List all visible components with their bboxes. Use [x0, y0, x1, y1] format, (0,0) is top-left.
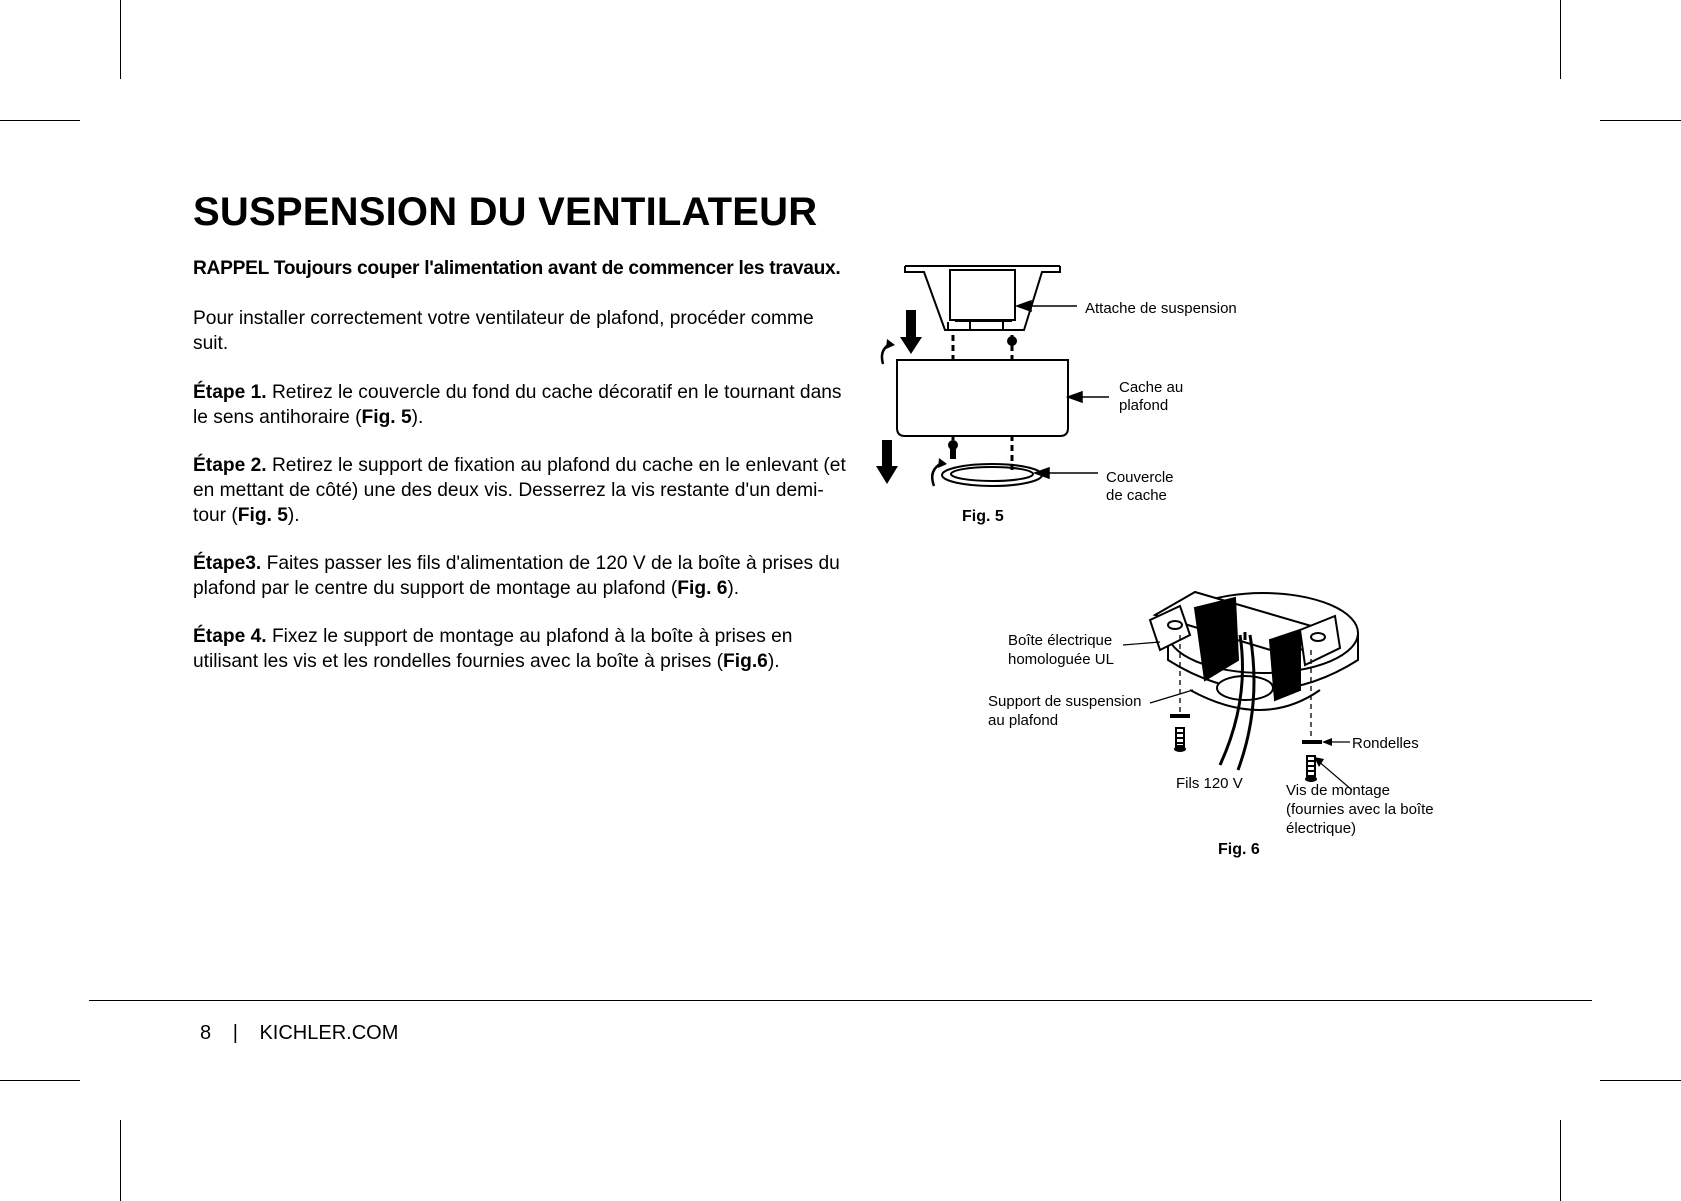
- wires-label: Fils 120 V: [1176, 775, 1243, 792]
- crop-mark: [0, 120, 80, 121]
- figure-reference: Fig. 6: [677, 578, 728, 599]
- step-text-end: ).: [767, 651, 780, 672]
- mounting-bracket-illustration: [1150, 592, 1340, 700]
- step-1: [193, 380, 843, 430]
- reminder-label: RAPPEL: [193, 258, 269, 279]
- step-3: [193, 551, 858, 601]
- crop-mark: [120, 0, 121, 79]
- screws-label-line2: (fournies avec la boîte: [1286, 801, 1434, 818]
- box-label-line2: homologuée UL: [1008, 651, 1114, 668]
- canopy-illustration: [897, 360, 1068, 436]
- site-name: KICHLER.COM: [259, 1022, 399, 1044]
- cover-label-line1: Couvercle: [1106, 469, 1174, 486]
- crop-mark: [1600, 1080, 1681, 1081]
- figure-5-diagram: [870, 255, 1260, 535]
- intro-paragraph: Pour installer correctement votre ventilateur de plafond, procéder comme suit.: [193, 308, 814, 354]
- screw-icon: [1176, 728, 1315, 776]
- step-label: Étape 1.: [193, 382, 267, 403]
- figure-reference: Fig. 5: [237, 505, 288, 526]
- footer: [200, 1021, 398, 1045]
- page-title: SUSPENSION DU VENTILATEUR: [193, 190, 818, 234]
- figure-5-caption: Fig. 5: [962, 508, 1004, 525]
- crop-mark: [1560, 0, 1561, 79]
- crop-mark: [1560, 1120, 1561, 1201]
- crop-mark: [0, 1080, 80, 1081]
- step-label: Étape 2.: [193, 455, 267, 476]
- figure-6-diagram: [980, 580, 1460, 860]
- screws-label-line1: Vis de montage: [1286, 782, 1390, 799]
- step-text: Faites passer les fils d'alimentation de 120 V de la boîte à prises du plafond par le centre du support de montage au plafond (: [193, 553, 840, 599]
- step-2: [193, 453, 848, 528]
- cover-label-line2: de cache: [1106, 487, 1167, 504]
- reminder: [193, 256, 853, 281]
- page-number: 8: [200, 1022, 212, 1044]
- bracket-label-line1: Support de suspension: [988, 693, 1142, 710]
- step-text-end: ).: [411, 407, 424, 428]
- step-label: Étape 4.: [193, 626, 267, 647]
- box-label-line1: Boîte électrique: [1008, 632, 1113, 649]
- figure-6: [980, 580, 1460, 860]
- footer-separator: |: [232, 1022, 238, 1044]
- reminder-text: Toujours couper l'alimentation avant de commencer les travaux.: [273, 258, 841, 279]
- hanger-label: Attache de suspension: [1085, 300, 1237, 317]
- step-text: Retirez le couvercle du fond du cache décoratif en le tournant dans le sens antihoraire (: [193, 382, 842, 428]
- hanger-bracket-illustration: [905, 266, 1060, 330]
- step-text: Fixez le support de montage au plafond à la boîte à prises en utilisant les vis et les rondelles fournies avec la boîte à prises (: [193, 626, 793, 672]
- step-text: Retirez le support de fixation au plafond du cache en le enlevant (et en mettant de côté) une des deux vis. Desserrez la vis restante d'un demi-tour (: [193, 455, 846, 526]
- step-text-end: ).: [727, 578, 740, 599]
- step-label: Étape3.: [193, 553, 262, 574]
- crop-mark: [120, 1120, 121, 1201]
- crop-mark: [1600, 120, 1681, 121]
- step-4: [193, 624, 843, 674]
- figure-6-caption: Fig. 6: [1218, 841, 1260, 858]
- canopy-label-line1: Cache au: [1119, 379, 1184, 396]
- canopy-label-line2: plafond: [1119, 397, 1169, 414]
- canopy-cover-illustration: [942, 464, 1042, 486]
- washers-label: Rondelles: [1352, 735, 1419, 752]
- figure-reference: Fig.6: [723, 651, 768, 672]
- figure-5: [870, 255, 1260, 535]
- footer-divider: [89, 1000, 1592, 1001]
- figure-reference: Fig. 5: [361, 407, 412, 428]
- screws-label-line3: électrique): [1286, 820, 1357, 837]
- step-text-end: ).: [287, 505, 300, 526]
- bracket-label-line2: au plafond: [988, 712, 1059, 729]
